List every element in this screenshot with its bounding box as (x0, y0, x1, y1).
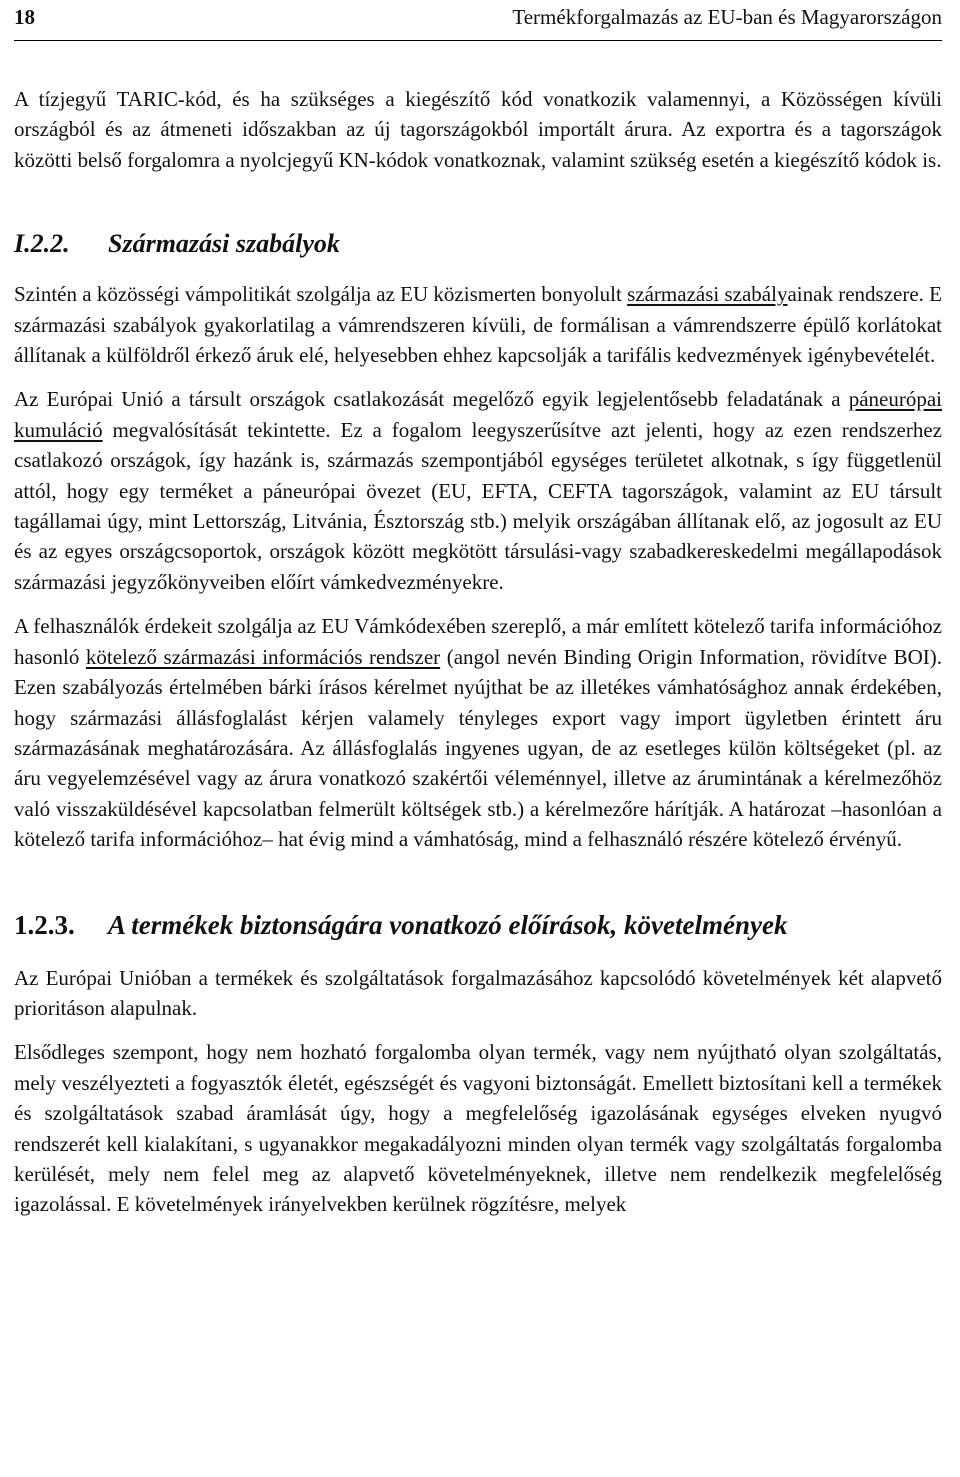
text-run: Az Európai Unió a társult országok csatlakozását megelőző egyik legjelentősebb feladatának a (14, 387, 849, 412)
section-number: I.2.2. (14, 229, 70, 259)
paragraph-origin-rules (14, 279, 942, 370)
text-run: ainak rendszere. E származási szabályok gyakorlatilag a vámrendszeren kívüli, de formálisan a vámrendszerre épülő korlátokat állítanak a külföldről érkező áruk elé, helyesebben ehhez kapcsolják a tarifális kedvezmények igénybevételét. (14, 282, 943, 368)
paragraph-priorities: Az Európai Unióban a termékek és szolgáltatások forgalmazásához kapcsolódó követelmények két alapvető prioritáson alapulnak. (14, 965, 942, 1020)
text-run: A felhasználók érdekeit szolgálja az EU Vámkódexében szereplő, a már említett kötelező tarifa információhoz hasonló (14, 614, 942, 669)
running-title: Termékforgalmazás az EU-ban és Magyarországon (512, 5, 942, 29)
underlined-term: kötelező származási információs rendszer (85, 644, 441, 669)
paragraph-boi (14, 611, 942, 854)
section-heading-product-safety (14, 907, 942, 943)
section-title: Származási szabályok (108, 229, 340, 259)
underlined-term: páneurópai kumuláció (14, 387, 942, 442)
document-page (14, 0, 942, 1220)
section-heading-origin-rules (14, 227, 942, 261)
page-number: 18 (14, 5, 35, 29)
paragraph-primary-aspect: Elsődleges szempont, hogy nem hozható forgalomba olyan termék, vagy nem nyújtható olyan szolgáltatás, mely veszélyezteti a fogyasztók életét, egészségét és vagyoni biztonságát. Emellett biztosítani kell a termékek és szolgáltatások szabad áramlását úgy, hogy a megfelelőség igazolásának egységes elveken nyugvó rendszerét kell kialakítani, s ugyanakkor megakadályozni minden olyan termék vagy szolgáltatás forgalomba kerülését, mely nem felel meg az alapvető követelményeknek, illetve nem rendelkezik megfelelőség igazolással. E követelmények irányelvekben kerülnek rögzítésre, melyek (14, 1040, 942, 1217)
section-title: A termékek biztonságára vonatkozó előírások, követelmények (108, 909, 788, 940)
text-run: megvalósítását tekintette. Ez a fogalom leegyszerűsítve azt jelenti, hogy az ezen rendszerhez csatlakozó országok, így hazánk is, származás szempontjából egységes területet alkotnak, s így függetlenül attól, hogy egy terméket a páneurópai övezet (EU, EFTA, CEFTA tagországok, valamint az EU társult tagállamai úgy, mint Lettország, Litvánia, Észtország stb.) melyik országában állítanak elő, az jogosult az EU és az egyes országcsoportok, országok között megkötött társulási-vagy szabadkereskedelmi megállapodások származási jegyzőkönyveiben előírt vámkedvezményekre. (14, 417, 942, 594)
paragraph-taric: A tízjegyű TARIC-kód, és ha szükséges a kiegészítő kód vonatkozik valamennyi, a Közösségen kívüli országból és az átmeneti időszakban az új tagországokból importált árura. Az exportra és a tagországok közötti belső forgalomra a nyolcjegyű KN-kódok vonatkoznak, valamint szükség esetén a kiegészítő kódok is. (14, 87, 942, 172)
section-number: 1.2.3. (14, 909, 75, 940)
text-run: Szintén a közösségi vámpolitikát szolgálja az EU közismerten bonyolult (14, 282, 628, 307)
paragraph-paneuropean-cumulation (14, 384, 942, 597)
underlined-term: származási szabály (627, 282, 788, 307)
text-run: (angol nevén Binding Origin Information, rövidítve BOI). Ezen szabályozás értelmében bárki írásos kérelmet nyújthat be az illetékes vámhatósághoz annak érdekében, hogy származási állásfoglalást kérjen valamely tényleges export vagy import ügyletben érintett áru származásának meghatározására. Az állásfoglalás ingyenes ugyan, de az esetleges külön költségeket (pl. az áru vegyelemzésével vagy az árura vonatkozó szakértői véleménnyel, illetve az árumintának a kérelmezőhöz való visszaküldésével kapcsolatban felmerült költségek stb.) a kérelmezőre hárítják. A határozat –hasonlóan a kötelező tarifa információhoz– hat évig mind a vámhatóság, mind a felhasználó részére kötelező érvényű. (14, 644, 943, 852)
page-header (14, 0, 942, 41)
